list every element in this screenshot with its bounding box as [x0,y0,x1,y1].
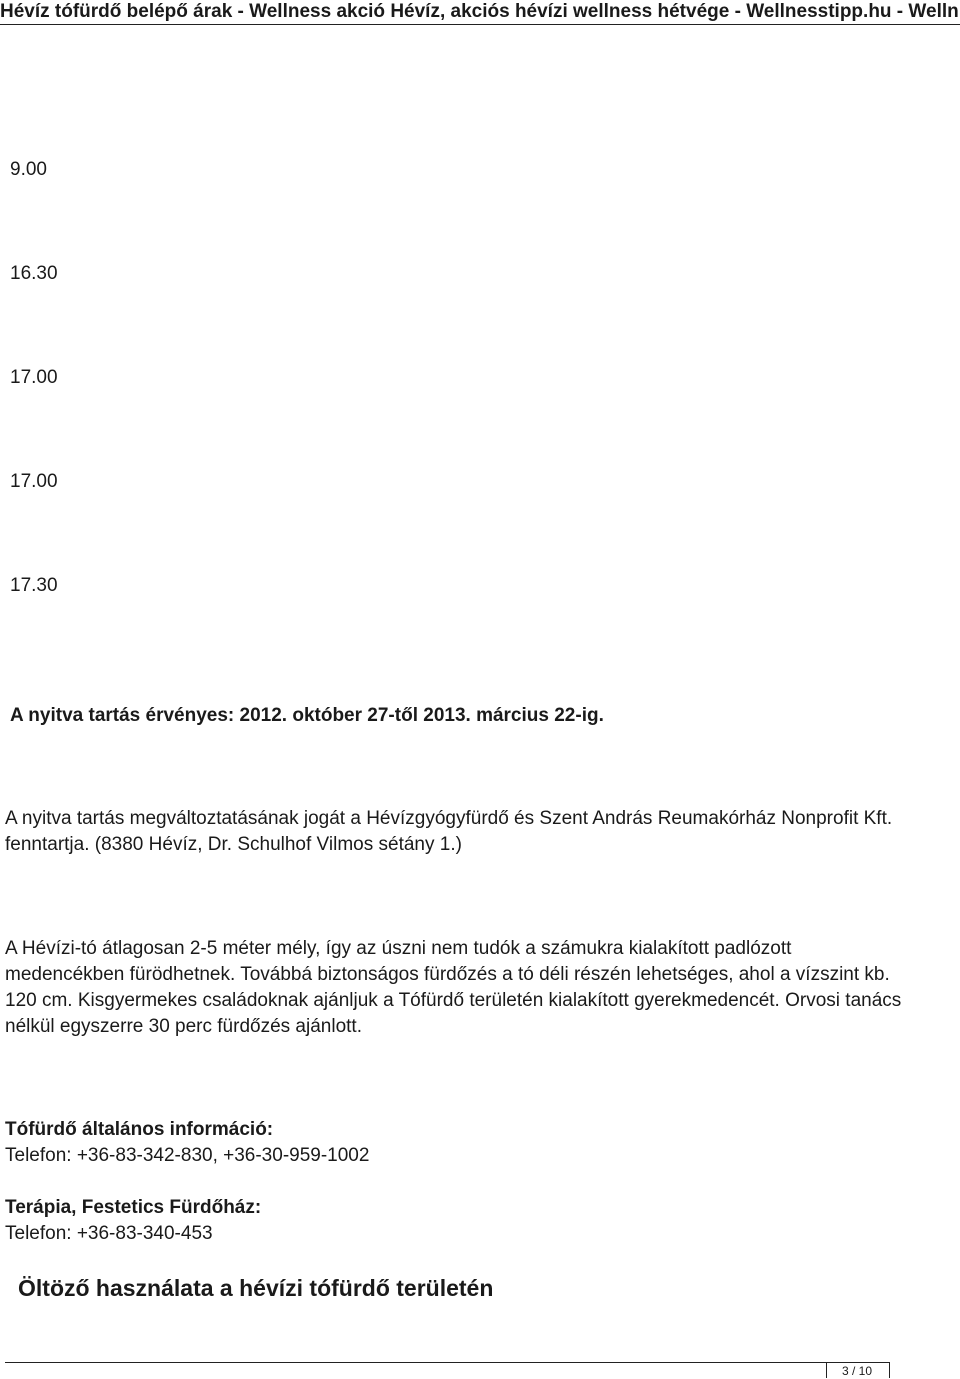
section-heading: Öltöző használata a hévízi tófürdő területén [18,1275,494,1301]
contact-heading-general: Tófürdő általános információ: [5,1119,274,1140]
contact-phone-therapy: Telefon: +36-83-340-453 [5,1223,213,1244]
time-value: 17.00 [10,367,58,388]
header-title: Hévíz tófürdő belépő árak - Wellness akció Hévíz, akciós hévízi wellness hétvége - Wellnesstipp.hu - Welln [0,2,959,22]
contact-phone-general: Telefon: +36-83-342-830, +36-30-959-1002 [5,1145,370,1166]
time-value: 17.00 [10,471,58,492]
time-value: 16.30 [10,263,58,284]
contact-heading-therapy: Terápia, Festetics Fürdőház: [5,1197,262,1218]
header-divider [0,24,960,25]
time-value: 9.00 [10,159,47,180]
lake-info-paragraph: A Hévízi-tó átlagosan 2-5 méter mély, így az úszni nem tudók a számukra kialakított padlózott medencékben fürödhetnek. Továbbá biztonságos fürdőzés a tó déli részén lehetséges, ahol a vízszint kb. 120 cm. Kisgyermekes családoknak ajánljuk a Tófürdő területén kialakított gyerekmedencét. Orvosi tanács nélkül egyszerre 30 perc fürdőzés ajánlott. [5,938,902,1037]
validity-notice: A nyitva tartás érvényes: 2012. október 27-től 2013. március 22-ig. [10,705,604,726]
time-value: 17.30 [10,575,58,596]
rights-note: A nyitva tartás megváltoztatásának jogát a Hévízgyógyfürdő és Szent András Reumakórház Nonprofit Kft. fenntartja. (8380 Hévíz, Dr. Schulhof Vilmos sétány 1.) [5,808,893,855]
page-number: 3 / 10 [841,1364,873,1378]
footer-divider [5,1362,889,1363]
